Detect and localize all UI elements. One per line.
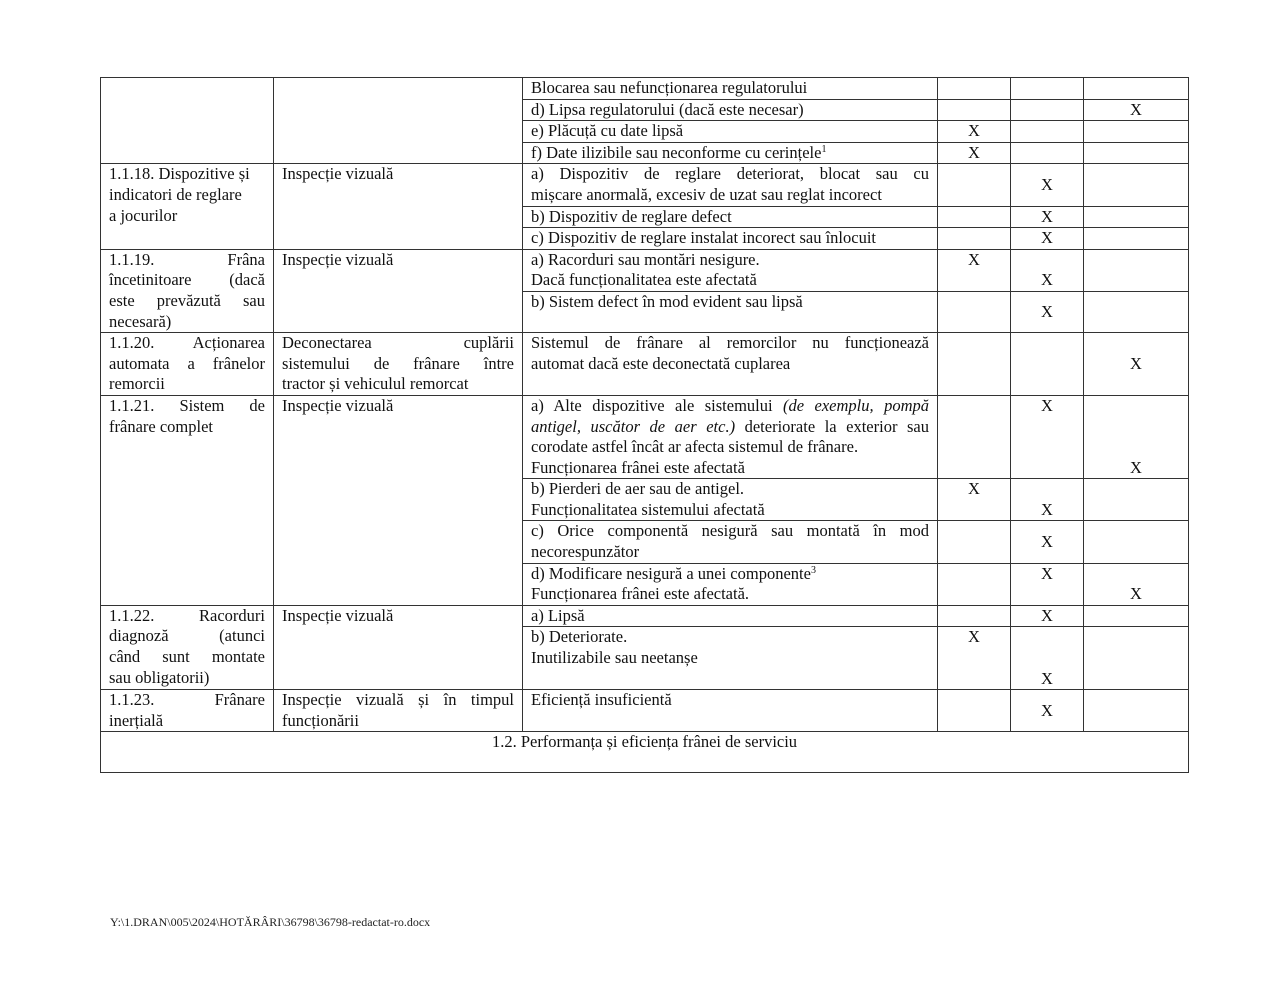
item-title: 1.1.19. Frâna încetinitoare (dacă este prevăzută sau necesară) [101, 249, 274, 332]
major-mark: X [1084, 99, 1189, 121]
major-mark: X [1011, 690, 1084, 732]
minor-mark: X [968, 627, 980, 647]
deficiency-text: d) Modificare nesigură a unei componente$^3$ Funcționarea frânei este afectată. [523, 563, 938, 605]
minor-mark: X [938, 121, 1011, 143]
deficiency-text: b) Sistem defect în mod evident sau lipsă [523, 292, 938, 333]
deficiency-text: a) Alte dispozitive ale sistemului (de exemplu, pompă antigel, uscător de aer etc.) deteriorate la exterior sau corodate astfel încât ar afecta sistemul de frânare. Funcționarea frânei este afectată [523, 395, 938, 478]
major-mark: X [1041, 563, 1053, 583]
major-mark: X [1011, 164, 1084, 206]
item-title: 1.1.21. Sistem de frânare complet [101, 395, 274, 605]
deficiency-text: a) Racorduri sau montări nesigure. Dacă funcționalitatea este afectată [523, 249, 938, 291]
deficiency-text: Blocarea sau nefuncționarea regulatorului [523, 78, 938, 100]
table-row [101, 164, 1189, 206]
section-heading: 1.2. Performanța și eficiența frânei de serviciu [101, 732, 1189, 773]
item-title: 1.1.23. Frânare inerțială [101, 690, 274, 732]
deficiency-text: c) Dispozitiv de reglare instalat incorect sau înlocuit [523, 228, 938, 250]
footnote-ref: 1 [821, 143, 827, 155]
table-row [101, 249, 1189, 291]
footnote-ref: 3 [810, 564, 816, 576]
major-mark: X [1041, 270, 1053, 290]
major-mark: X [1041, 668, 1053, 688]
method-text: Inspecție vizuală [274, 605, 523, 689]
deficiency-text: d) Lipsa regulatorului (dacă este necesar) [523, 99, 938, 121]
major-mark: X [1011, 228, 1084, 250]
method-text: Deconectarea cuplării sistemului de frânare între tractor și vehiculul remorcat [274, 333, 523, 396]
dangerous-mark: X [1084, 333, 1189, 396]
item-title: 1.1.20. Acționarea automata a frânelor remorcii [101, 333, 274, 396]
major-mark: X [1041, 395, 1053, 415]
table-row [101, 732, 1189, 773]
item-cell-empty [101, 78, 274, 164]
file-path-footer: Y:\1.DRAN\005\2024\HOTĂRÂRI\36798\36798-redactat-ro.docx [110, 915, 431, 929]
table-row [101, 690, 1189, 732]
major-mark: X [1041, 499, 1053, 519]
major-mark: X [1011, 292, 1084, 333]
method-text: Inspecție vizuală și în timpul funcționării [274, 690, 523, 732]
deficiency-text: Eficiență insuficientă [523, 690, 938, 732]
deficiency-text: a) Dispozitiv de reglare deteriorat, blocat sau cu mișcare anormală, excesiv de uzat sau reglat incorect [523, 164, 938, 206]
item-title: 1.1.18. Dispozitive și indicatori de reglare a jocurilor [101, 164, 274, 249]
minor-mark: X [968, 249, 980, 269]
inspection-table [100, 77, 1189, 773]
dangerous-mark: X [1130, 584, 1142, 604]
method-text: Inspecție vizuală [274, 164, 523, 249]
method-cell-empty [274, 78, 523, 164]
table-row [101, 78, 1189, 100]
minor-mark: X [968, 479, 980, 499]
deficiency-text: f) Date ilizibile sau neconforme cu cerințele$^1$ [523, 142, 938, 164]
method-text: Inspecție vizuală [274, 395, 523, 605]
major-mark: X [1011, 206, 1084, 228]
deficiency-text: e) Plăcuță cu date lipsă [523, 121, 938, 143]
major-mark: X [1011, 521, 1084, 563]
deficiency-text: b) Pierderi de aer sau de antigel. Funcționalitatea sistemului afectată [523, 479, 938, 521]
deficiency-text: b) Dispozitiv de reglare defect [523, 206, 938, 228]
deficiency-text: Sistemul de frânare al remorcilor nu funcționează automat dacă este deconectată cuplarea [523, 333, 938, 396]
table-row [101, 605, 1189, 627]
deficiency-text: b) Deteriorate. Inutilizabile sau neetanșe [523, 627, 938, 690]
item-title: 1.1.22. Racorduri diagnoză (atunci când sunt montate sau obligatorii) [101, 605, 274, 689]
minor-mark: X [938, 142, 1011, 164]
deficiency-text: a) Lipsă [523, 605, 938, 627]
dangerous-mark: X [1130, 457, 1142, 477]
method-text: Inspecție vizuală [274, 249, 523, 332]
major-mark: X [1011, 605, 1084, 627]
deficiency-text: c) Orice componentă nesigură sau montată în mod necorespunzător [523, 521, 938, 563]
table-row [101, 395, 1189, 478]
table-row [101, 333, 1189, 396]
